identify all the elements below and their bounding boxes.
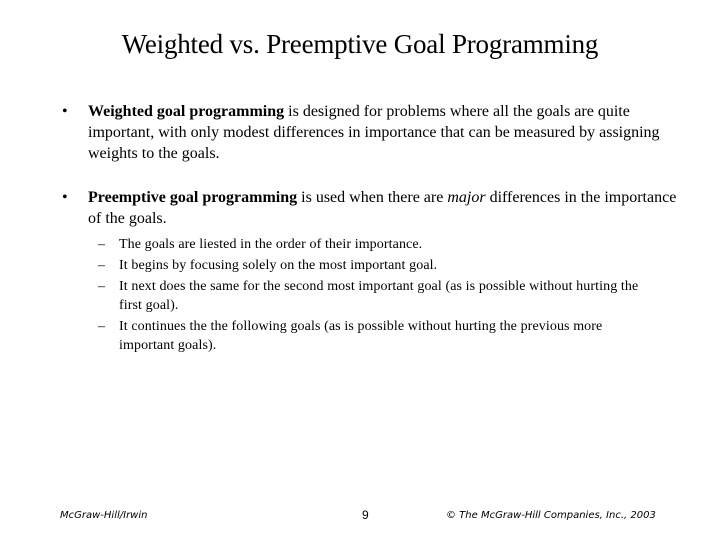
page-number: 9 — [362, 508, 369, 522]
sub-bullet-text: The goals are liested in the order of their importance. — [119, 237, 423, 252]
bullet-marker: • — [62, 189, 68, 206]
dash-marker: – — [98, 258, 106, 273]
term-weighted-goal-programming: Weighted goal programming — [88, 103, 285, 120]
bullet-text: differences in the importance of the goals. — [88, 189, 677, 227]
emphasis-major: major — [447, 189, 486, 206]
footer-publisher: McGraw-Hill/Irwin — [60, 510, 148, 521]
term-preemptive-goal-programming: Preemptive goal programming — [88, 189, 298, 206]
bullet-text: is used when there are — [297, 189, 448, 206]
sub-bullet-text: It continues the the following goals (as is possible without hurting the previous more important goals). — [119, 319, 603, 353]
dash-marker: – — [98, 319, 106, 334]
dash-marker: – — [98, 237, 106, 252]
sub-bullet — [98, 256, 658, 275]
sub-bullet — [98, 277, 658, 315]
sub-bullet — [98, 235, 658, 254]
bullet-marker: • — [62, 103, 68, 120]
slide-title: Weighted vs. Preemptive Goal Programming — [121, 29, 599, 59]
sub-bullet-list — [98, 235, 658, 357]
bullet-preemptive — [88, 187, 678, 229]
bullet-weighted — [88, 101, 678, 164]
sub-bullet-text: It begins by focusing solely on the most important goal. — [119, 258, 438, 273]
sub-bullet-text: It next does the same for the second most important goal (as is possible without hurting the first goal). — [119, 279, 639, 313]
sub-bullet — [98, 317, 658, 355]
bullet-text: is designed for problems where all the goals are quite important, with only modest differences in importance that can be measured by assigning weights to the goals. — [88, 103, 660, 162]
dash-marker: – — [98, 279, 106, 294]
footer-copyright: © The McGraw-Hill Companies, Inc., 2003 — [446, 510, 656, 521]
